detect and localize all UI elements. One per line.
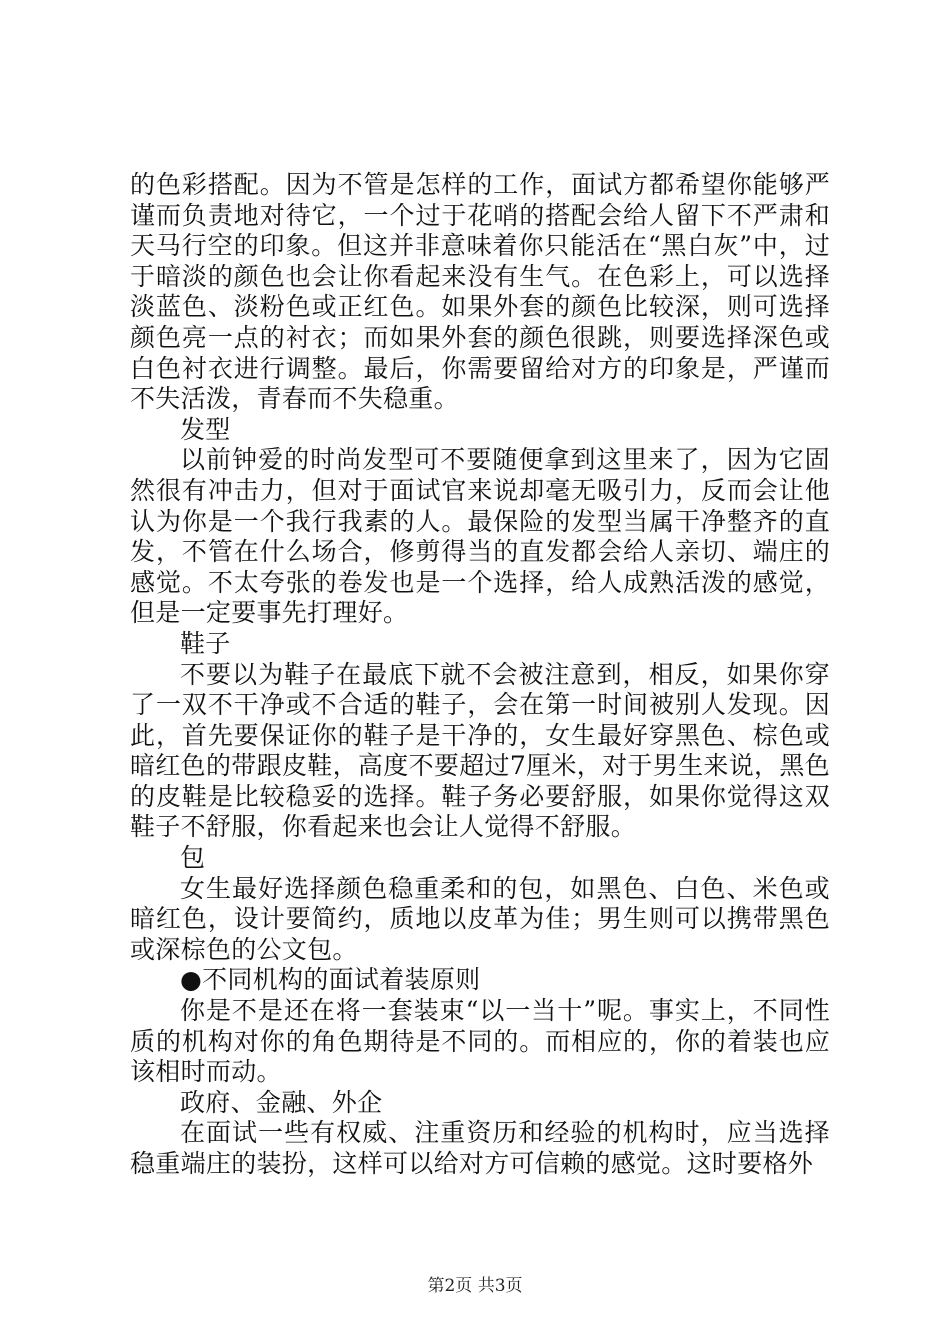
paragraph-hairstyle: 以前钟爱的时尚发型可不要随便拿到这里来了，因为它固然很有冲击力，但对于面试官来说却毫无吸引力，反而会让他认为你是一个我行我素的人。最保险的发型当属干净整齐的直发，不管在什么场合，修剪得当的直发都会给人亲切、端庄的感觉。不太夸张的卷发也是一个选择，给人成熟活泼的感觉，但是一定要事先打理好。 — [130, 445, 830, 628]
paragraph-bag: 女生最好选择颜色稳重柔和的包，如黑色、白色、米色或暗红色，设计要简约，质地以皮革为佳；男生则可以携带黑色或深棕色的公文包。 — [130, 873, 830, 964]
paragraph-government-finance-foreign: 在面试一些有权威、注重资历和经验的机构时，应当选择稳重端庄的装扮，这样可以给对方可信赖的感觉。这时要格外 — [130, 1118, 830, 1178]
heading-bag: 包 — [180, 843, 206, 873]
page-number-footer: 第2页 共3页 — [427, 1276, 523, 1296]
heading-shoes: 鞋子 — [180, 628, 231, 658]
heading-institution-dress-principles: ●不同机构的面试着装原则 — [180, 965, 481, 995]
heading-government-finance-foreign: 政府、金融、外企 — [180, 1087, 383, 1117]
heading-hairstyle: 发型 — [180, 414, 231, 444]
paragraph-shoes: 不要以为鞋子在最底下就不会被注意到，相反，如果你穿了一双不干净或不合适的鞋子，会在第一时间被别人发现。因此，首先要保证你的鞋子是干净的，女生最好穿黑色、棕色或暗红色的带跟皮鞋，高度不要超过7厘米，对于男生来说，黑色的皮鞋是比较稳妥的选择。鞋子务必要舒服，如果你觉得这双鞋子不舒服，你看起来也会让人觉得不舒服。 — [130, 659, 830, 842]
paragraph-color-matching: 的色彩搭配。因为不管是怎样的工作，面试方都希望你能够严谨而负责地对待它，一个过于花哨的搭配会给人留下不严肃和天马行空的印象。但这并非意味着你只能活在“黑白灰”中，过于暗淡的颜色也会让你看起来没有生气。在色彩上，可以选择淡蓝色、淡粉色或正红色。如果外套的颜色比较深，则可选择颜色亮一点的衬衣；而如果外套的颜色很跳，则要选择深色或白色衬衣进行调整。最后，你需要留给对方的印象是，严谨而不失活泼，青春而不失稳重。 — [130, 170, 830, 414]
document-body — [130, 170, 830, 1180]
paragraph-institution-intro: 你是不是还在将一套装束“以一当十”呢。事实上，不同性质的机构对你的角色期待是不同的。而相应的，你的着装也应该相时而动。 — [130, 996, 830, 1087]
